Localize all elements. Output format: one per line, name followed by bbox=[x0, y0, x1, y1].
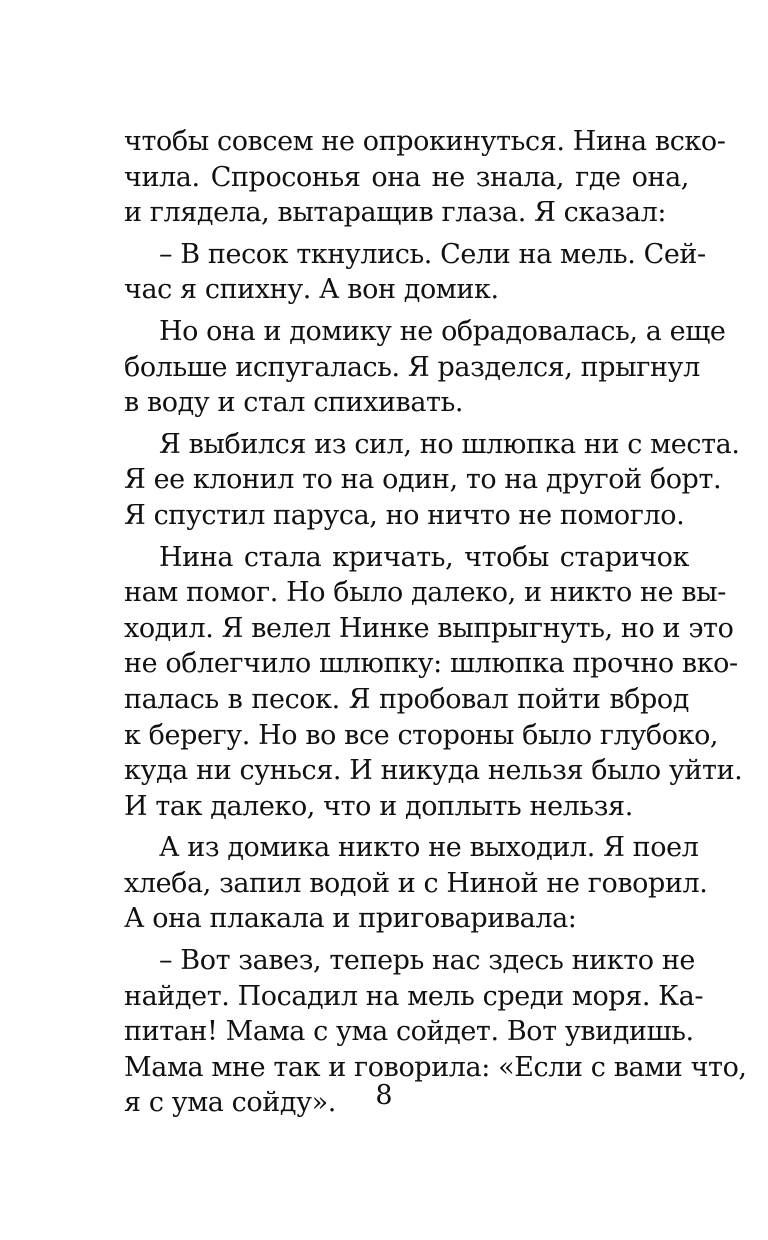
text-line: не облегчило шлюпку: шлюпка прочно вко- bbox=[124, 648, 738, 680]
text-line: час я спихну. А вон домик. bbox=[124, 274, 499, 306]
text-line: Я выбился из сил, но шлюпка ни с места. bbox=[159, 428, 740, 460]
text-line: найдет. Посадил на мель среди моря. Ка- bbox=[124, 980, 704, 1012]
text-line: питан! Мама с ума сойдет. Вот увидишь. bbox=[124, 1016, 694, 1048]
text-line: палась в песок. Я пробовал пойти вброд bbox=[124, 683, 689, 715]
text-line: к берегу. Но во все стороны было глубоко, bbox=[124, 719, 719, 751]
text-line: чила. Спросонья она не знала, где она, bbox=[124, 161, 689, 193]
page-body-text bbox=[124, 124, 747, 1121]
text-line: А из домика никто не выходил. Я поел bbox=[159, 832, 699, 864]
text-line: в воду и стал спихивать. bbox=[124, 387, 464, 419]
text-line: – Вот завез, теперь нас здесь никто не bbox=[159, 945, 695, 977]
text-line: хлеба, запил водой и с Ниной не говорил. bbox=[124, 867, 708, 899]
text-line: Мама мне так и говорила: «Если с вами что, bbox=[124, 1051, 747, 1083]
text-line: чтобы совсем не опрокинуться. Нина вско- bbox=[124, 126, 726, 157]
text-line: А она плакала и приговаривала: bbox=[124, 903, 577, 935]
text-line: куда ни сунься. И никуда нельзя было уйти. bbox=[124, 755, 743, 787]
text-line: больше испугалась. Я разделся, прыгнул bbox=[124, 351, 700, 383]
text-line: я с ума сойду». bbox=[124, 1087, 336, 1119]
page-number: 8 bbox=[375, 1080, 393, 1111]
text-line: – В песок ткнулись. Сели на мель. Сей- bbox=[159, 238, 706, 270]
text-line: Я спустил паруса, но ничто не помогло. bbox=[124, 499, 685, 531]
text-line: Но она и домику не обрадовалась, а еще bbox=[159, 315, 726, 347]
text-line: ходил. Я велел Нинке выпрыгнуть, но и это bbox=[124, 612, 734, 644]
text-line: И так далеко, что и доплыть нельзя. bbox=[124, 790, 633, 822]
text-line: и глядела, вытаращив глаза. Я сказал: bbox=[124, 197, 667, 229]
text-line: Я ее клонил то на один, то на другой борт. bbox=[124, 464, 722, 496]
text-line: нам помог. Но было далеко, и никто не вы- bbox=[124, 577, 726, 609]
text-line: Нина стала кричать, чтобы старичок bbox=[159, 541, 689, 573]
